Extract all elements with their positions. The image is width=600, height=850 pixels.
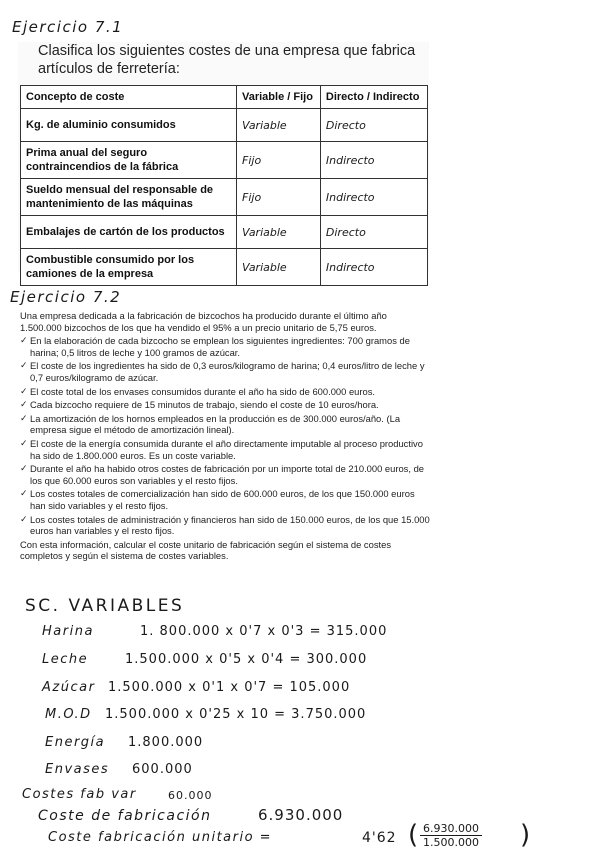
direct-indirect-answer: Indirecto	[320, 249, 427, 286]
check-icon: ✓	[20, 360, 28, 371]
header-concept: Concepto de coste	[21, 86, 237, 109]
list-item: ✓ El coste de la energía consumida durante el año directamente imputable al proceso productivo ha sido de 1.800.000 euros. Es un coste variable.	[20, 437, 423, 461]
solution-calc-leche: 1.500.000 x 0'5 x 0'4 = 300.000	[125, 652, 368, 667]
solution-label-costes-fab-var: Costes fab var	[22, 787, 137, 802]
table-row	[21, 179, 428, 216]
list-item: ✓ Los costes totales de comercialización han sido de 600.000 euros, de los que 150.000 euros han sido variables y el resto fijos.	[20, 488, 415, 511]
direct-indirect-answer: Directo	[320, 109, 427, 142]
list-item: ✓ La amortización de los hornos empleados en la producción es de 300.000 euros/año. (La empresa sigue el método de amortización lineal).	[20, 412, 401, 436]
solution-calc-harina: 1. 800.000 x 0'7 x 0'3 = 315.000	[140, 624, 388, 639]
table-row	[21, 142, 428, 179]
solution-label-envases: Envases	[45, 762, 110, 777]
header-direct-indirect: Directo / Indirecto	[320, 86, 427, 109]
solution-calc-energia: 1.800.000	[128, 735, 204, 750]
close-parenthesis: )	[520, 820, 531, 850]
exercise-7-2-heading: Ejercicio 7.2	[10, 288, 122, 306]
solution-label-coste-unitario: Coste fabricación unitario =	[48, 830, 273, 845]
concept-cell: Prima anual del seguro contraincendios de la fábrica	[21, 142, 237, 179]
cost-classification-table	[20, 85, 428, 286]
check-icon: ✓	[20, 335, 28, 346]
variable-fixed-answer: Variable	[237, 216, 321, 249]
exercise-7-1-heading: Ejercicio 7.1	[12, 18, 124, 36]
solution-label-mod: M.O.D	[45, 707, 92, 722]
table-row	[21, 249, 428, 286]
list-item: ✓ En la elaboración de cada bizcocho se emplean los siguientes ingredientes: 700 gramos de harina; 0,5 litros de leche y 100 gramos de azúcar.	[20, 335, 410, 358]
direct-indirect-answer: Directo	[320, 216, 427, 249]
unit-cost-fraction	[420, 822, 482, 849]
check-icon: ✓	[20, 437, 28, 448]
concept-cell: Kg. de aluminio consumidos	[21, 109, 237, 142]
list-item: ✓ Cada bizcocho requiere de 15 minutos de trabajo, siendo el coste de 10 euros/hora.	[20, 399, 379, 411]
check-icon: ✓	[20, 412, 28, 423]
solution-value-costes-fab-var: 60.000	[168, 789, 213, 802]
table-header-row	[21, 86, 428, 109]
fraction-denominator: 1.500.000	[423, 836, 479, 849]
exercise-7-2-data-list	[20, 335, 430, 537]
solution-title: SC. VARIABLES	[25, 596, 185, 616]
variable-fixed-answer: Fijo	[237, 179, 321, 216]
check-icon: ✓	[20, 385, 28, 396]
exercise-7-1-intro: Clasifica los siguientes costes de una empresa que fabrica artículos de ferretería:	[38, 43, 416, 77]
concept-cell: Combustible consumido por los camiones de la empresa	[21, 249, 237, 286]
solution-label-leche: Leche	[42, 652, 89, 667]
list-item: ✓ Los costes totales de administración y financieros han sido de 150.000 euros, de los que 15.000 euros han variables y el resto fijos.	[20, 513, 430, 537]
variable-fixed-answer: Variable	[237, 249, 321, 286]
table-row	[21, 216, 428, 249]
solution-calc-azucar: 1.500.000 x 0'1 x 0'7 = 105.000	[108, 680, 351, 695]
solution-value-coste-fabricacion: 6.930.000	[258, 806, 344, 824]
solution-label-energia: Energía	[45, 735, 106, 750]
fraction-numerator: 6.930.000	[420, 822, 482, 836]
variable-fixed-answer: Fijo	[237, 142, 321, 179]
solution-calc-mod: 1.500.000 x 0'25 x 10 = 3.750.000	[105, 707, 367, 722]
exercise-7-2-intro: Una empresa dedicada a la fabricación de bizcochos ha producido durante el último año 1.500.000 bizcochos de los que ha vendido el 95% a un precio unitario de 5,75 euros.	[20, 310, 387, 333]
solution-value-coste-unitario: 4'62	[362, 830, 397, 846]
check-icon: ✓	[20, 513, 28, 524]
list-item: ✓ El coste de los ingredientes ha sido de 0,3 euros/kilogramo de harina; 0,4 euros/litro de leche y 0,7 euros/kilogramo de azúcar.	[20, 360, 425, 383]
solution-label-harina: Harina	[42, 624, 94, 639]
direct-indirect-answer: Indirecto	[320, 142, 427, 179]
exercise-7-2-statement	[20, 310, 430, 564]
solution-label-coste-fabricacion: Coste de fabricación	[38, 808, 212, 824]
direct-indirect-answer: Indirecto	[320, 179, 427, 216]
check-icon: ✓	[20, 399, 28, 410]
check-icon: ✓	[20, 488, 28, 499]
variable-fixed-answer: Variable	[237, 109, 321, 142]
table-row	[21, 109, 428, 142]
open-parenthesis: (	[408, 820, 419, 850]
solution-calc-envases: 600.000	[132, 762, 193, 777]
list-item: ✓ Durante el año ha habido otros costes de fabricación por un importe total de 210.000 euros, de los que 60.000 euros son variables y el resto fijos.	[20, 463, 425, 486]
header-variable-fixed: Variable / Fijo	[237, 86, 321, 109]
check-icon: ✓	[20, 463, 28, 474]
list-item: ✓ El coste total de los envases consumidos durante el año ha sido de 600.000 euros.	[20, 385, 376, 397]
solution-label-azucar: Azúcar	[42, 680, 96, 695]
concept-cell: Embalajes de cartón de los productos	[21, 216, 237, 249]
exercise-7-2-question: Con esta información, calcular el coste unitario de fabricación según el sistema de costes completos y según el sistema de costes variables.	[20, 538, 392, 562]
concept-cell: Sueldo mensual del responsable de mantenimiento de las máquinas	[21, 179, 237, 216]
